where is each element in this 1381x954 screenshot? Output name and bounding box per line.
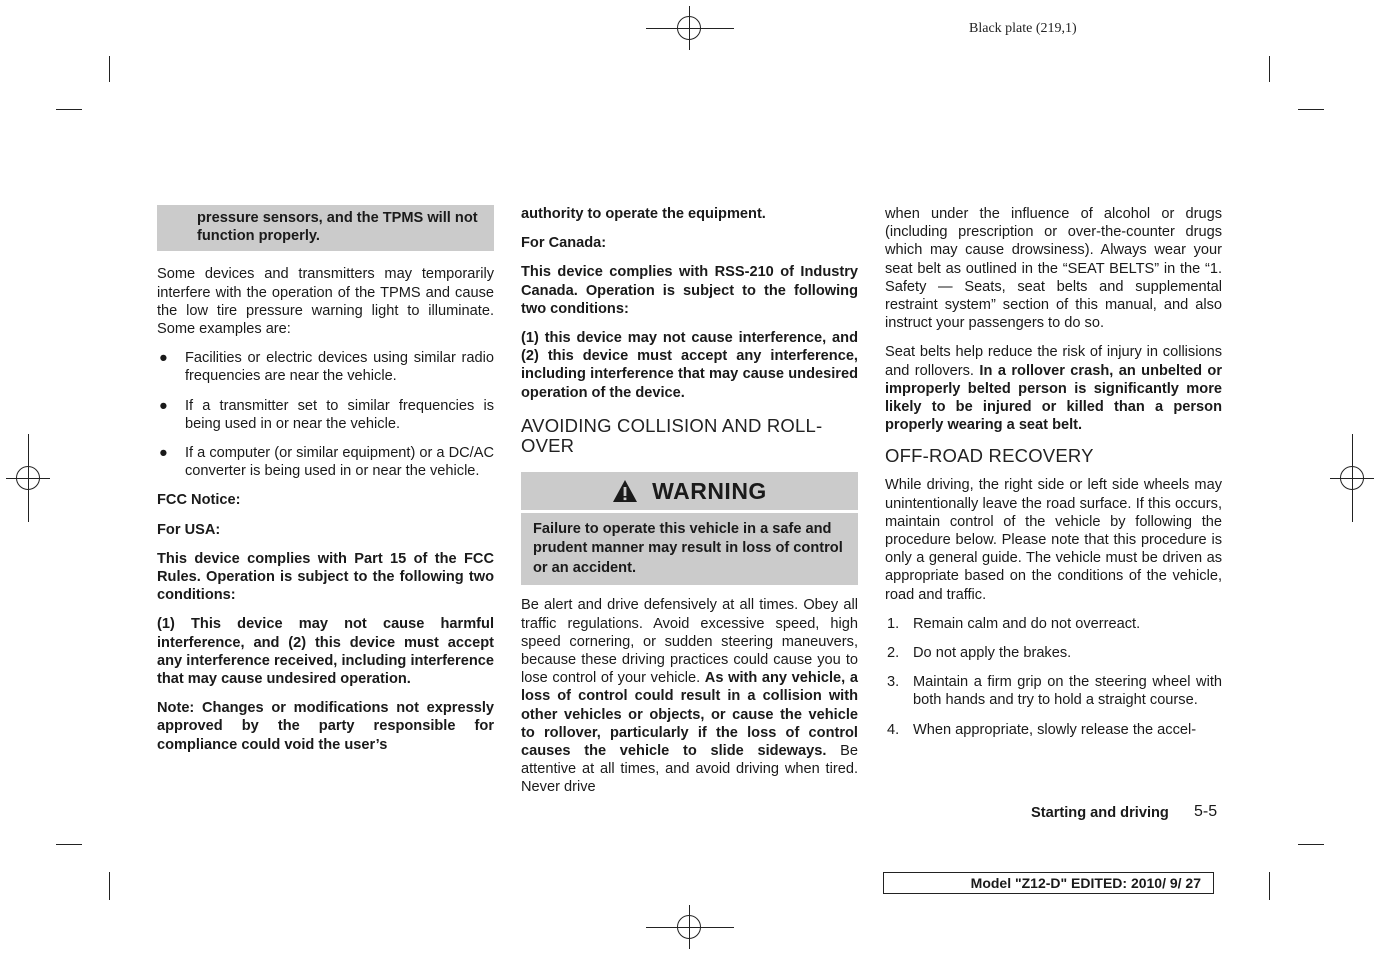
note-text: Note: Changes or modifications not expressly approved by the party responsible for compliance could void the user’s (157, 700, 494, 753)
warning-box (521, 472, 858, 586)
column-middle (521, 205, 858, 797)
model-edit-box (883, 872, 1214, 894)
seatbelt-text: Seat belts help reduce the risk of injury in collisions and rollovers. (885, 344, 1222, 379)
offroad-heading: OFF-ROAD RECOVERY (885, 445, 1094, 467)
intro-paragraph: Some devices and transmitters may temporarily interfere with the operation of the TPMS and cause the low tire pressure warning light to illuminate. Some examples are: (157, 266, 494, 338)
column-left (157, 205, 494, 754)
bullet-text: If a computer (or similar equipment) or a DC/AC converter is being used in or near the vehicle. (185, 445, 494, 480)
column-right (885, 205, 1222, 739)
offroad-paragraph: While driving, the right side or left side wheels may unintentionally leave the road surface. If this occurs, maintain control of the vehicle by following the procedure below. Please note that this procedure is only a general guide. The vehicle must be driven as appropriate based on the conditions of the vehicle, road and traffic. (885, 477, 1222, 603)
shaded-note (157, 205, 494, 251)
step-number: 1. (887, 615, 900, 632)
bullet-item (157, 444, 494, 480)
plate-label: Black plate (219,1) (969, 21, 1077, 36)
warning-triangle-icon (612, 479, 638, 503)
step-number: 2. (887, 645, 900, 662)
bullet-item (157, 349, 494, 385)
warning-title: WARNING (652, 477, 767, 504)
usa-conditions-text: (1) This device may not cause harmful interference, and (2) this device must accept any interference received, including interference that may cause undesired operation. (157, 616, 494, 688)
shaded-note-text: pressure sensors, and the TPMS will not function properly. (197, 210, 478, 245)
seatbelt-paragraph (885, 343, 1222, 434)
collision-text: Be alert and drive defensively at all times. Obey all traffic regulations. Avoid excessive speed, high speed cornering, or sudden steering maneuvers, because these driving practices could cause you to lose control of your vehicle. (521, 597, 858, 687)
step-item (885, 615, 1222, 633)
bullet-item (157, 397, 494, 433)
step-number: 3. (887, 674, 900, 691)
model-edit-text: Model "Z12-D" EDITED: 2010/ 9/ 27 (970, 875, 1201, 891)
for-canada-heading: For Canada: (521, 235, 607, 252)
collision-bold-text: As with any vehicle, a loss of control could result in a collision with other vehicles or objects, or cause the vehicle to rollover, particularly if the loss of control causes the vehicle to slide sideways. (521, 670, 858, 759)
step-text: When appropriate, slowly release the accel- (913, 721, 1197, 738)
collision-paragraph (521, 596, 858, 796)
for-usa-heading: For USA: (157, 521, 221, 538)
bullet-icon: ● (159, 350, 168, 367)
fcc-notice-heading: FCC Notice: (157, 492, 241, 509)
usa-complies-text: This device complies with Part 15 of the FCC Rules. Operation is subject to the following two conditions: (157, 550, 494, 604)
step-item (885, 721, 1222, 739)
seatbelt-bold-text: In a rollover crash, an unbelted or improperly belted person is significantly more likely to be injured or killed than a person properly wearing a seat belt. (885, 362, 1223, 434)
page-number: 5-5 (1194, 803, 1218, 820)
bullet-icon: ● (159, 397, 168, 414)
step-item (885, 644, 1222, 662)
collision-end-text: Be attentive at all times, and avoid driving when tired. Never drive (521, 742, 858, 796)
bullet-text: If a transmitter set to similar frequencies is being used in or near the vehicle. (185, 397, 494, 432)
step-text: Remain calm and do not overreact. (913, 615, 1141, 632)
alcohol-paragraph: when under the influence of alcohol or drugs (including prescription or over-the-counter drugs which may cause drowsiness). Always wear your seat belt as outlined in the “SEAT BELTS” in the “1. Safety — Seats, seat belts and supplemental restraint system” section of this manual, and also instruct your passengers to do so. (885, 206, 1222, 332)
authority-text: authority to operate the equipment. (521, 206, 766, 222)
bullet-icon: ● (159, 445, 168, 462)
canada-conditions-text: (1) this device may not cause interference, and (2) this device must accept any interference, including interference that may cause undesired operation of the device. (521, 330, 858, 401)
step-item (885, 673, 1222, 709)
canada-complies-text: This device complies with RSS-210 of Industry Canada. Operation is subject to the following two conditions: (521, 264, 858, 317)
warning-text: Failure to operate this vehicle in a safe and prudent manner may result in loss of control or an accident. (533, 520, 843, 576)
footer-section-title: Starting and driving (1031, 805, 1169, 821)
bullet-text: Facilities or electric devices using similar radio frequencies are near the vehicle. (185, 350, 494, 385)
warning-body (521, 510, 858, 586)
warning-title-bar (521, 472, 858, 510)
section-heading: AVOIDING COLLISION AND ROLL-OVER (521, 414, 823, 456)
step-text: Do not apply the brakes. (913, 645, 1072, 662)
step-number: 4. (887, 721, 900, 738)
step-text: Maintain a firm grip on the steering wheel with both hands and try to hold a straight course. (913, 674, 1222, 709)
